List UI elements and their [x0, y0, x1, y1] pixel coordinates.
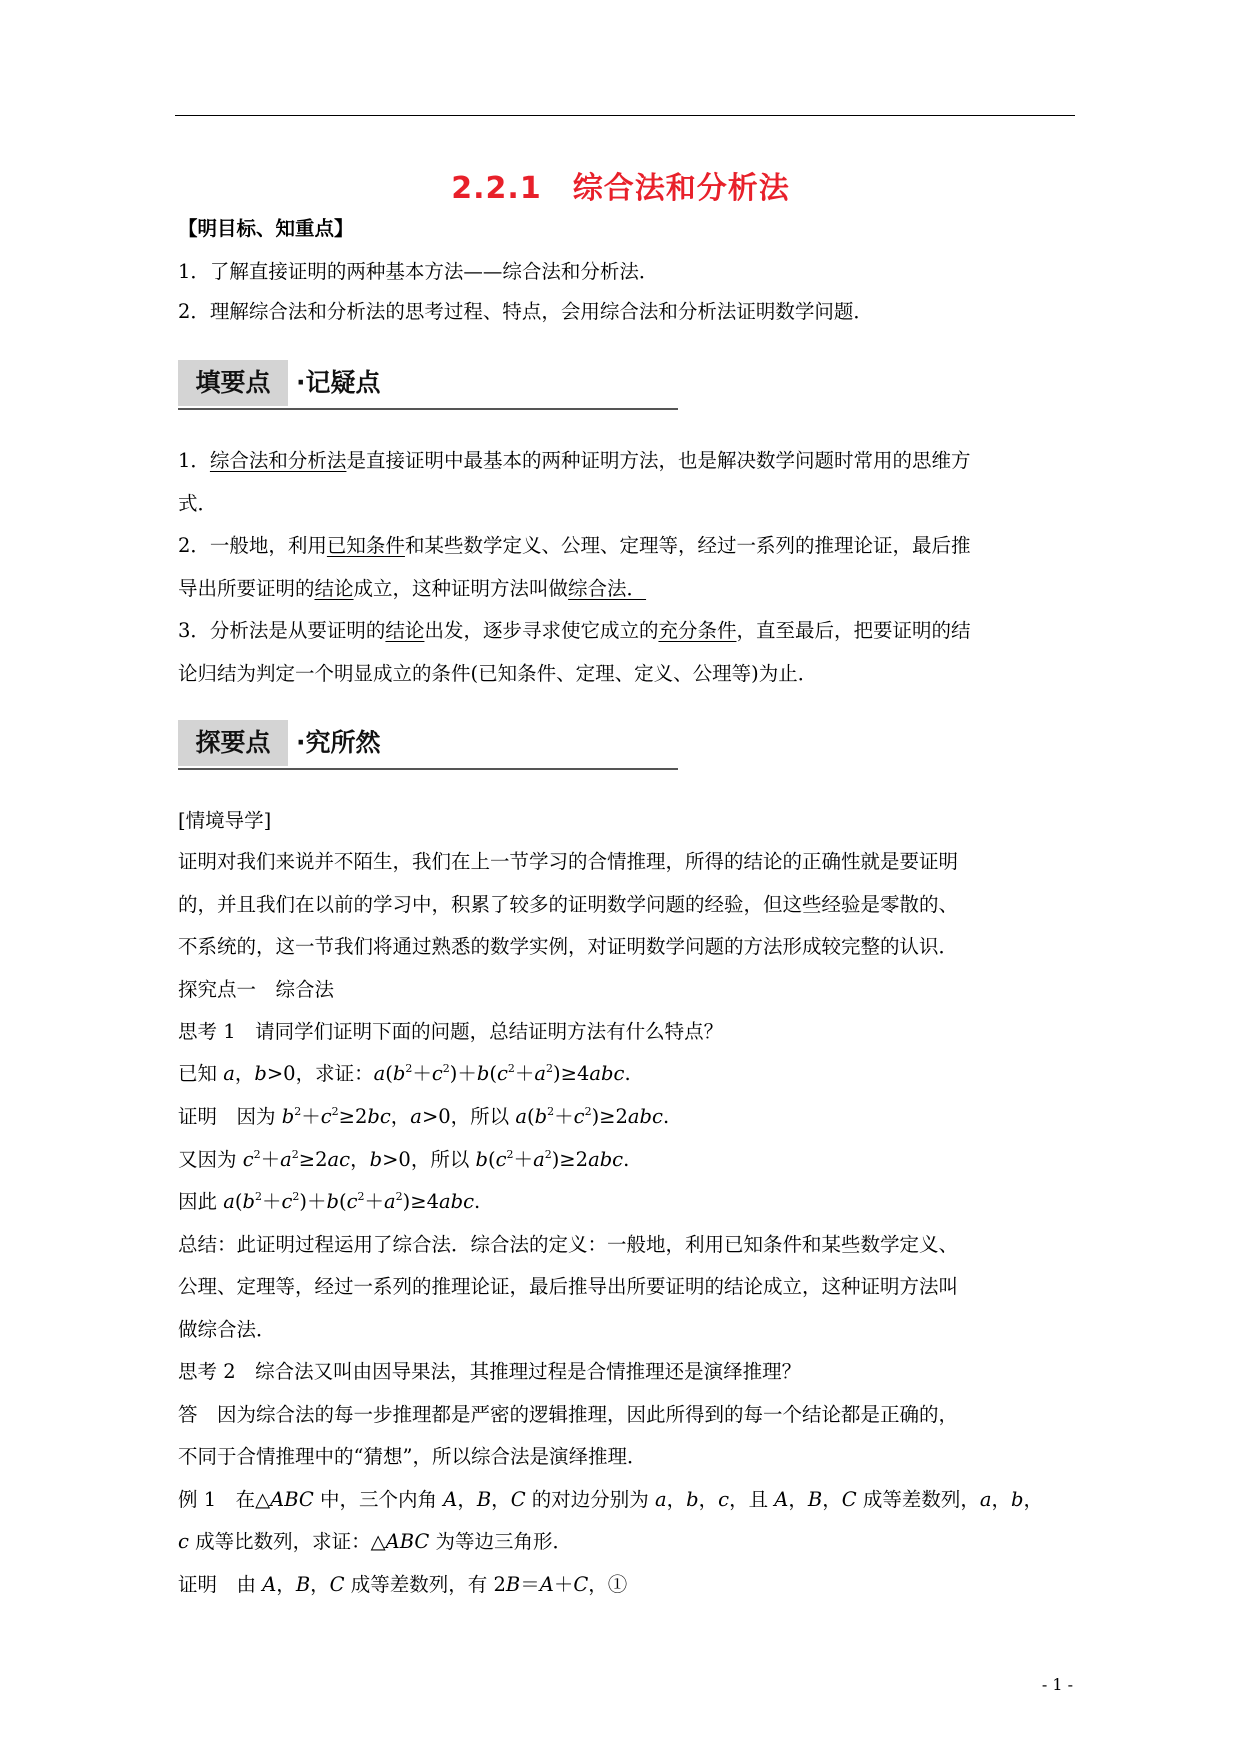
- fill-term: 已知条件: [326, 534, 405, 557]
- header-rule: [175, 115, 1075, 116]
- fill-term: 结论: [385, 619, 425, 642]
- context-heading: [情境导学]: [178, 809, 272, 832]
- section-label: 探要点: [178, 720, 288, 766]
- summary-line: 做综合法．: [178, 1318, 276, 1341]
- section-header-fill: [178, 358, 678, 410]
- page-number: - 1 -: [1041, 1675, 1073, 1694]
- summary-line: 总结：此证明过程运用了综合法．综合法的定义：一般地，利用已知条件和某些数学定义、: [178, 1233, 959, 1256]
- proof-given: 已知 a，b>0，求证：$a(b^2+c^2)+b(c^2+a^2)\ge 4abc$.: [178, 1062, 631, 1085]
- proof-step: 证明 因为 $b^2+c^2\ge 2bc$，a>0，所以 $a(b^2+c^2)\ge 2abc$.: [178, 1105, 670, 1128]
- fill-paragraph-3: 3．分析法是从要证明的结论出发，逐步寻求使它成立的充分条件，直至最后，把要证明的结: [178, 619, 971, 642]
- fill-term: 综合法和分析法: [209, 449, 347, 472]
- answer-line: 答 因为综合法的每一步推理都是严密的逻辑推理，因此所得到的每一个结论都是正确的，: [178, 1403, 959, 1426]
- context-line: 证明对我们来说并不陌生，我们在上一节学习的合情推理，所得的结论的正确性就是要证明: [178, 850, 959, 873]
- context-line: 不系统的，这一节我们将通过熟悉的数学实例，对证明数学问题的方法形成较完整的认识．: [178, 935, 959, 958]
- proof-step: 又因为 $c^2+a^2\ge 2ac$，b>0，所以 $b(c^2+a^2)\ge 2abc$.: [178, 1148, 630, 1171]
- fill-paragraph-2: 2．一般地，利用已知条件和某些数学定义、公理、定理等，经过一系列的推理论证，最后推: [178, 534, 971, 557]
- summary-line: 公理、定理等，经过一系列的推理论证，最后推导出所要证明的结论成立，这种证明方法叫: [178, 1275, 959, 1298]
- answer-line: 不同于合情推理中的“猜想”，所以综合法是演绎推理．: [178, 1445, 647, 1468]
- fill-term: 充分条件: [658, 619, 737, 642]
- fill-term: 结论: [314, 577, 354, 600]
- context-line: 的，并且我们在以前的学习中，积累了较多的证明数学问题的经验，但这些经验是零散的、: [178, 893, 959, 916]
- section-label: 填要点: [178, 360, 288, 406]
- page-title: 2.2.1 综合法和分析法: [451, 171, 790, 206]
- think-1: 思考 1 请同学们证明下面的问题，总结证明方法有什么特点？: [178, 1020, 724, 1043]
- example-1-cont: c 成等比数列，求证：△ABC 为等边三角形．: [178, 1530, 573, 1553]
- fill-term: 综合法．: [568, 577, 647, 600]
- explore-point-1: 探究点一 综合法: [178, 978, 335, 1001]
- example-1: 例 1 在△ABC 中，三个内角 A，B，C 的对边分别为 a，b，c，且 A，B，C 成等差数列，a，b，: [178, 1488, 1044, 1511]
- objective-item: 2．理解综合法和分析法的思考过程、特点，会用综合法和分析法证明数学问题．: [178, 300, 873, 323]
- objective-item: 1．了解直接证明的两种基本方法——综合法和分析法．: [178, 260, 659, 283]
- fill-paragraph-1: 1．综合法和分析法是直接证明中最基本的两种证明方法，也是解决数学问题时常用的思维方: [178, 449, 971, 472]
- section-header-explore: [178, 718, 678, 770]
- section-sublabel: ·记疑点: [296, 368, 381, 397]
- objectives-heading: 【明目标、知重点】: [178, 217, 354, 240]
- fill-paragraph-2-cont: 导出所要证明的结论成立，这种证明方法叫做综合法．: [178, 577, 647, 600]
- think-2: 思考 2 综合法又叫由因导果法，其推理过程是合情推理还是演绎推理？: [178, 1360, 802, 1383]
- example-proof: 证明 由 A，B，C 成等差数列，有 2B＝A＋C，①: [178, 1573, 628, 1596]
- proof-step: 因此 $a(b^2+c^2)+b(c^2+a^2)\ge 4abc$.: [178, 1190, 481, 1213]
- section-sublabel: ·究所然: [296, 728, 381, 757]
- fill-paragraph-3-cont: 论归结为判定一个明显成立的条件(已知条件、定理、定义、公理等)为止．: [178, 662, 818, 685]
- fill-paragraph-1-cont: 式．: [178, 492, 218, 515]
